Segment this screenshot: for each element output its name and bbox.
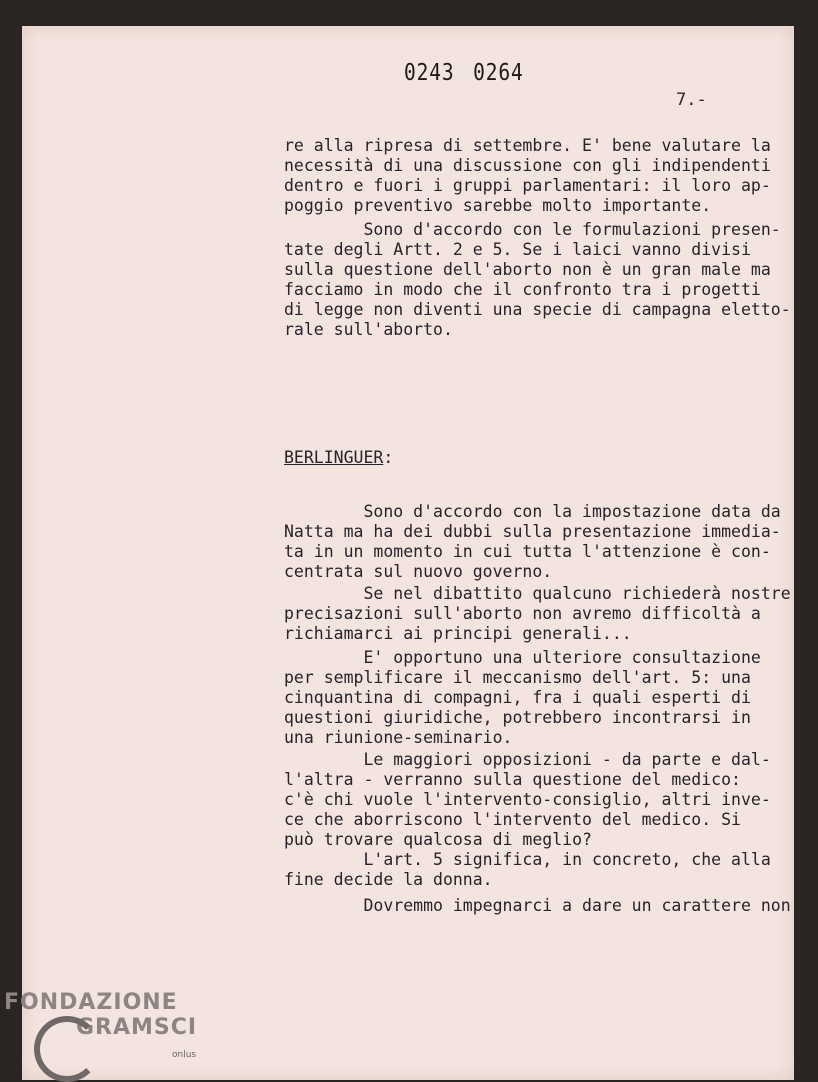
speaker-heading: [284, 448, 393, 467]
paragraph-6: Le maggiori opposizioni - da parte e dal- l'altra - verranno sulla questione del medico: c'è chi vuole l'intervento-consiglio, altri inve- ce che aborriscono l'intervento del medico. Si può trovare qualcosa di meglio?: [284, 750, 771, 849]
logo-line-1: FONDAZIONE: [4, 990, 178, 1015]
page-number: 7.-: [676, 90, 707, 110]
stamp-number-1: 0243: [404, 60, 455, 86]
paragraph-2: Sono d'accordo con le formulazioni presen- tate degli Artt. 2 e 5. Se i laici vanno divisi sulla questione dell'aborto non è un gran male ma facciamo in modo che il confronto tra i progetti di legge non diventi una specie di campagna eletto- rale sull'aborto.: [284, 220, 791, 339]
logo-line-3: onlus: [172, 1050, 197, 1060]
paragraph-5: E' opportuno una ulteriore consultazione per semplificare il meccanismo dell'art. 5: una cinquantina di compagni, fra i quali esperti di questioni giuridiche, potrebbero incontrarsi in una riunione-seminario.: [284, 648, 761, 747]
logo-ring: [34, 1016, 100, 1082]
archive-stamp: [404, 60, 542, 86]
paragraph-3: Sono d'accordo con la impostazione data da Natta ma ha dei dubbi sulla presentazione immedia- ta in un momento in cui tutta l'attenzione è con- centrata sul nuovo governo.: [284, 502, 781, 581]
paragraph-7: L'art. 5 significa, in concreto, che alla fine decide la donna.: [284, 850, 771, 889]
logo-line-2: GRAMSCI: [76, 1015, 198, 1040]
speaker-name: BERLINGUER: [284, 448, 384, 467]
paragraph-8: Dovremmo impegnarci a dare un carattere non: [284, 896, 791, 915]
paragraph-1: re alla ripresa di settembre. E' bene valutare la necessità di una discussione con gli indipendenti dentro e fuori i gruppi parlamentari: il loro ap- poggio preventivo sarebbe molto importante.: [284, 136, 771, 215]
speaker-colon: :: [383, 448, 394, 467]
fondazione-gramsci-logo: [4, 990, 198, 1060]
paragraph-4: Se nel dibattito qualcuno richiederà nostre precisazioni sull'aborto non avremo difficoltà a richiamarci ai principi generali...: [284, 584, 791, 643]
stamp-number-2: 0264: [473, 60, 524, 86]
